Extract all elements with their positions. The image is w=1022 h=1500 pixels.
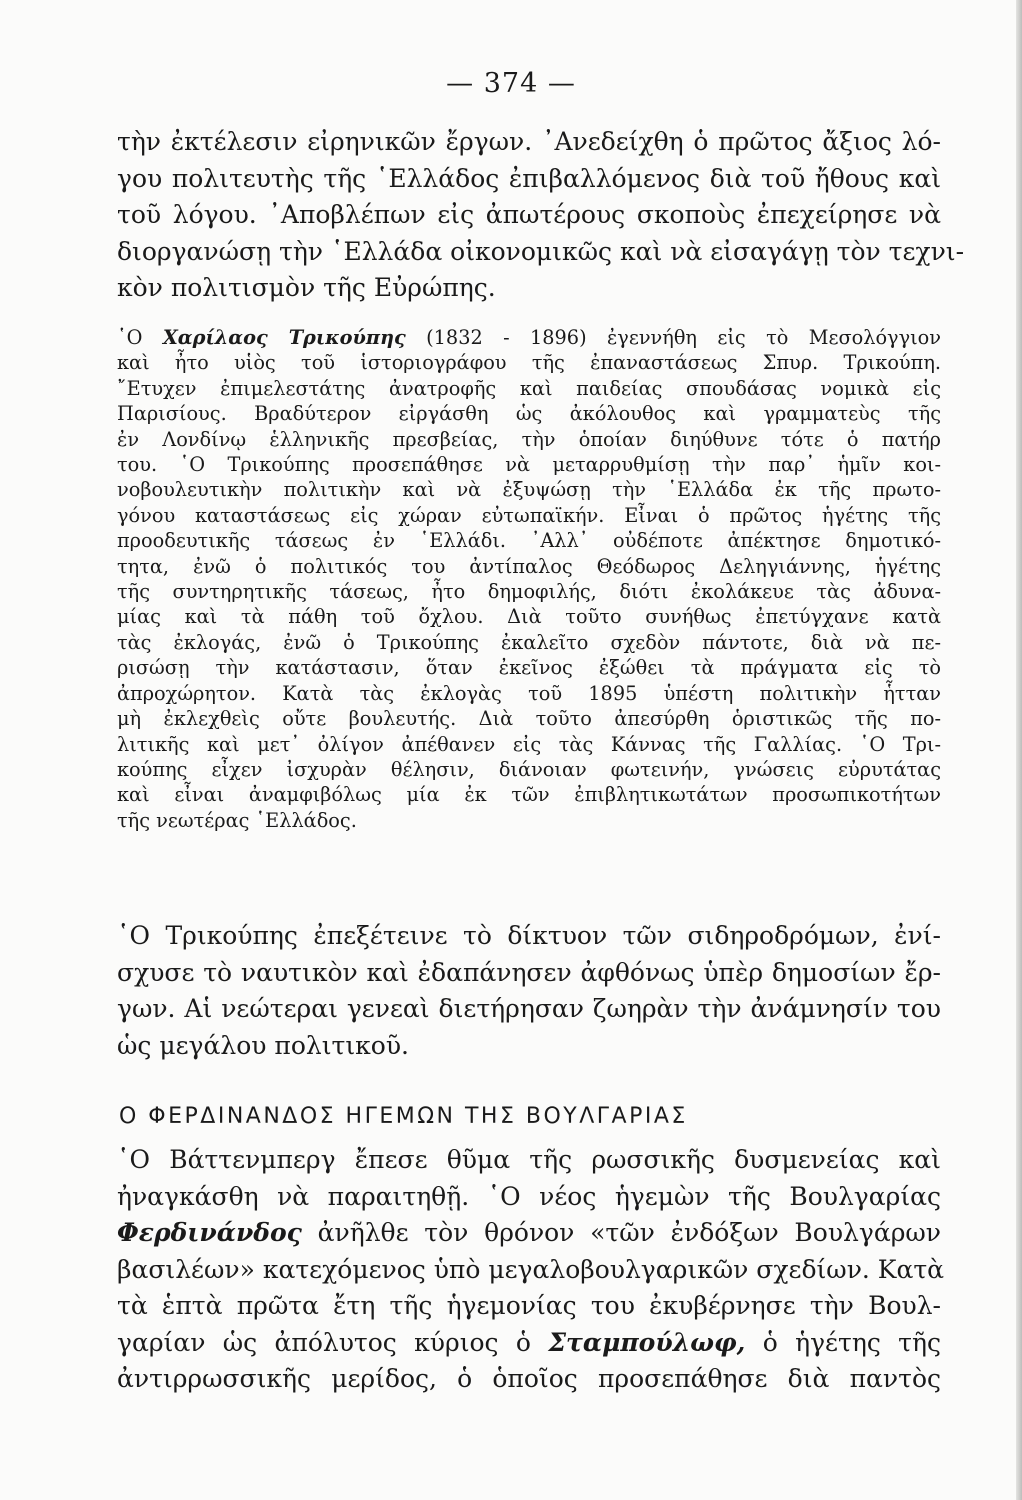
text-line: ἐν Λονδίνῳ ἑλληνικῆς πρεσβείας, τὴν ὁποίαν διηύθυνε τότε ὁ πατήρ <box>117 427 941 451</box>
person-name-stambolov: Σταμπούλωφ, <box>548 1327 746 1357</box>
text-line: μίας καὶ τὰ πάθη τοῦ ὄχλου. Διὰ τοῦτο συνήθως ἐπετύγχανε κατὰ <box>117 605 941 629</box>
text-line: καὶ εἶναι ἀναμφιβόλως μία ἐκ τῶν ἐπιβλητικωτάτων προσωπικοτήτων <box>117 783 941 807</box>
person-name-ferdinand: Φερδινάνδος <box>117 1218 302 1247</box>
text-line: ὡς μεγάλου πολιτικοῦ. <box>117 1030 409 1060</box>
text-line: προοδευτικῆς τάσεως ἐν ῾Ελλάδι. ᾿Αλλ᾿ οὐδέποτε ἀπέκτησε δημοτικό- <box>117 529 941 553</box>
footnote-prefix: ῾Ο <box>117 326 163 349</box>
text-line: ρισώσῃ τὴν κατάστασιν, ὅταν ἐκεῖνος ἐξώθει τὰ πράγματα εἰς τὸ <box>117 656 941 680</box>
text-line: ἀντιρρωσσικῆς μερίδος, ὁ ὁποῖος προσεπάθησε διὰ παντὸς <box>117 1364 941 1393</box>
text-line: Παρισίους. Βραδύτερον εἰργάσθη ὡς ἀκόλουθος καὶ γραμματεὺς τῆς <box>117 402 941 426</box>
text-line: κὸν πολιτισμὸν τῆς Εὐρώπης. <box>117 273 496 302</box>
footnote-trikoupis <box>117 325 941 833</box>
text-line: ῾Ο Βάττενμπεργ ἔπεσε θῦμα τῆς ρωσσικῆς δυσμενείας καὶ <box>117 1145 941 1174</box>
section-heading: Ο ΦΕΡΔΙΝΑΝΔΟΣ ΗΓΕΜΩΝ ΤΗΣ ΒΟΥΛΓΑΡΙΑΣ <box>119 1104 688 1129</box>
text-line: διοργανώσῃ τὴν ῾Ελλάδα οἰκονομικῶς καὶ νὰ εἰσαγάγῃ τὸν τεχνι- <box>117 236 965 266</box>
paragraph-trikoupis-works <box>117 918 941 1064</box>
text-line: ῾Ο Τρικούπης ἐπεξέτεινε τὸ δίκτυον τῶν σιδηροδρόμων, ἐνί- <box>117 921 941 950</box>
page-number: — 374 — <box>446 68 576 99</box>
text-fragment: ἀνῆλθε τὸν θρόνον «τῶν ἐνδόξων Βουλγάρων <box>301 1218 941 1247</box>
text-line: γου πολιτευτὴς τῆς ῾Ελλάδος ἐπιβαλλόμενος διὰ τοῦ ἤθους καὶ <box>117 163 941 193</box>
text-line: ἀπροχώρητον. Κατὰ τὰς ἐκλογὰς τοῦ 1895 ὑπέστη πολιτικὴν ἧτταν <box>117 681 941 705</box>
text-line: τὴν ἐκτέλεσιν εἰρηνικῶν ἔργων. ᾿Ανεδείχθη ὁ πρῶτος ἄξιος λό- <box>117 127 941 156</box>
text-fragment: γαρίαν ὡς ἀπόλυτος κύριος ὁ <box>117 1327 549 1357</box>
text-line: τῆς νεωτέρας ῾Ελλάδος. <box>117 808 357 832</box>
text-line: τῆς συντηρητικῆς τάσεως, ἦτο δημοφιλής, διότι ἐκολάκευε τὰς ἀδυνα- <box>117 580 941 604</box>
text-line: ῎Ετυχεν ἐπιμελεστάτης ἀνατροφῆς καὶ παιδείας σπουδάσας νομικὰ εἰς <box>117 376 941 400</box>
text-line-with-name <box>117 1215 941 1252</box>
text-line: σχυσε τὸ ναυτικὸν καὶ ἐδαπάνησεν ἀφθόνως ὑπὲρ δημοσίων ἔρ- <box>117 957 941 987</box>
text-fragment: ὁ ἡγέτης τῆς <box>745 1327 941 1357</box>
text-line: ἠναγκάσθη νὰ παραιτηθῇ. ῾Ο νέος ἡγεμὼν τῆς Βουλγαρίας <box>117 1181 941 1211</box>
text-line: κούπης εἶχεν ἰσχυρὰν θέλησιν, διάνοιαν φωτεινήν, γνώσεις εὐρυτάτας <box>117 757 941 781</box>
text-line: νοβουλευτικὴν πολιτικὴν καὶ νὰ ἐξυψώσῃ τὴν ῾Ελλάδα ἐκ τῆς πρωτο- <box>117 478 941 502</box>
text-line: τητα, ἐνῶ ὁ πολιτικός του ἀντίπαλος Θεόδωρος Δεληγιάννης, ἡγέτης <box>117 554 941 578</box>
footnote-first-line <box>117 325 941 350</box>
text-line: του. ῾Ο Τρικούπης προσεπάθησε νὰ μεταρρυθμίσῃ τὴν παρ᾿ ἡμῖν κοι- <box>117 453 941 477</box>
page-edge-shadow <box>1016 0 1022 1500</box>
text-line: μὴ ἐκλεχθεὶς οὔτε βουλευτής. Διὰ τοῦτο ἀπεσύρθη ὁριστικῶς τῆς πο- <box>117 707 941 731</box>
text-line: τὰς ἐκλογάς, ἐνῶ ὁ Τρικούπης ἐκαλεῖτο σχεδὸν πάντοτε, διὰ νὰ πε- <box>117 630 941 654</box>
footnote-first-line-rest: (1832 - 1896) ἐγεννήθη εἰς τὸ Μεσολόγγιον <box>405 326 941 349</box>
text-line: τοῦ λόγου. ᾿Αποβλέπων εἰς ἀπωτέρους σκοποὺς ἐπεχείρησε νὰ <box>117 200 941 229</box>
text-line: βασιλέων» κατεχόμενος ὑπὸ μεγαλοβουλγαρικῶν σχεδίων. Κατὰ <box>117 1254 945 1284</box>
text-line-with-name <box>117 1325 941 1362</box>
text-line: γόνου καταστάσεως εἰς χώραν εὐτωπαϊκήν. Εἶναι ὁ πρῶτος ἡγέτης τῆς <box>117 503 941 527</box>
paragraph-intro <box>117 124 965 307</box>
paragraph-ferdinand <box>117 1142 945 1398</box>
text-line: γων. Αἱ νεώτεραι γενεαὶ διετήρησαν ζωηρὰν τὴν ἀνάμνησίν του <box>117 994 941 1023</box>
text-line: τὰ ἑπτὰ πρῶτα ἔτη τῆς ἡγεμονίας του ἐκυβέρνησε τὴν Βουλ- <box>117 1291 941 1320</box>
text-line: λιτικῆς καὶ μετ᾿ ὀλίγον ἀπέθανεν εἰς τὰς Κάννας τῆς Γαλλίας. ῾Ο Τρι- <box>117 732 941 756</box>
text-line: καὶ ἦτο υἱὸς τοῦ ἱστοριογράφου τῆς ἐπαναστάσεως Σπυρ. Τρικούπη. <box>117 351 941 375</box>
person-name-trikoupis: Χαρίλαος Τρικούπης <box>162 326 406 349</box>
